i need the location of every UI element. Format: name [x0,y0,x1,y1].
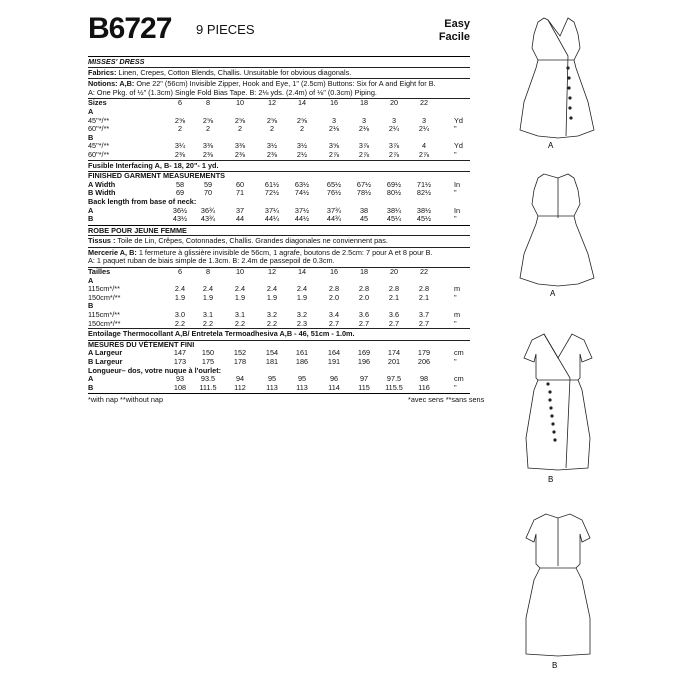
cell: 3 [331,115,337,125]
cell: 111.5 [199,382,217,392]
cell: 10 [235,267,245,277]
cell: 69½ [386,179,402,189]
row-label: 115cm*/** [88,284,120,294]
unit: m [454,310,461,320]
cell: 1.9 [296,292,308,302]
cell: 3 [421,115,427,125]
unit: cm [454,374,464,384]
cell: 2⅞ [358,149,370,159]
unit: m [454,284,461,294]
cell: 1.9 [266,292,278,302]
dress-illustration-b-front [508,328,608,488]
cell: 3 [391,115,397,125]
row-label: A [88,106,94,116]
cell: 3⅜ [202,141,214,151]
cell: 174 [387,348,401,358]
cell: 3½ [266,141,278,151]
cell: 2⅝ [266,115,278,125]
cell: 2.7 [358,318,370,328]
table-row [88,285,470,294]
table-row [88,117,470,126]
cell: 115.5 [385,382,403,392]
yardage-table [88,99,470,159]
cell: 37¼ [264,205,280,215]
cell: 36¾ [200,205,216,215]
level-fr: Facile [438,31,470,43]
cell: 71½ [416,179,432,189]
row-label: A [88,205,94,215]
cell: 2⅞ [328,149,340,159]
cell: 3 [361,115,367,125]
cell: 22 [419,98,429,108]
cell: 2⅛ [328,124,340,134]
cell: 37½ [294,205,310,215]
cell: 3⅞ [388,141,400,151]
cell: 2 [269,124,275,134]
cell: 2.4 [234,284,246,294]
cell: 2 [177,124,183,134]
cell: 161 [295,348,309,358]
cell: 3.2 [296,310,308,320]
cell: 74½ [294,188,310,198]
cell: 2.4 [296,284,308,294]
mercerie-line-2: A: 1 paquet ruban de biais simple de 1.3cm. B: 2.4m de passepoil de 0.3cm. [88,256,335,266]
footnote-fr: *avec sens **sans sens [408,395,485,405]
cell: 114 [328,382,340,392]
fgm-title: FINISHED GARMENT MEASUREMENTS [88,171,226,181]
mvf-title: MESURES DU VÊTEMENT FINI [88,339,195,349]
cell: 8 [205,98,211,108]
row-label: B Largeur [88,357,123,366]
entoilage-line: Entoilage Thermocollant A,B/ Entretela Termoadhesiva A,B - 46, 51cm - 1.0m. [88,329,355,339]
cell: 93 [175,374,185,384]
back-length-table [88,207,470,224]
cell: 97 [359,374,369,384]
cell: 3.6 [388,310,400,320]
cell: 112 [234,382,246,392]
cell: 44½ [294,214,310,224]
cell: 2⅝ [202,115,214,125]
cell: 3⅞ [358,141,370,151]
longueur-title: Longueur– dos, votre nuque à l'ourlet: [88,365,222,375]
cell: 97.5 [386,374,402,384]
level-en: Easy [444,18,470,30]
cell: 6 [177,267,183,277]
cell: 20 [389,267,399,277]
cell: 2⅛ [358,124,370,134]
cell: 76½ [326,188,342,198]
cell: 18 [359,267,369,277]
cell: 95 [297,374,307,384]
cell: 44¾ [326,214,342,224]
dress-illustration-a-back [508,168,608,298]
cell: 18 [359,98,369,108]
unit: In [454,179,461,189]
cell: 2½ [296,149,308,159]
fr-title: ROBE POUR JEUNE FEMME [88,225,187,235]
cell: 2.1 [418,292,430,302]
unit: " [454,149,457,159]
cell: 67½ [356,179,372,189]
cell: 152 [233,348,247,358]
table-row [88,294,470,303]
dress-illustration-a-front [508,12,608,152]
table-row [88,207,470,216]
cell: 206 [417,357,431,366]
table-row [88,181,470,190]
fusible-line: Fusible Interfacing A, B- 18, 20"- 1 yd. [88,160,219,170]
cell: 63½ [294,179,310,189]
unit: " [454,292,457,302]
cell: 169 [357,348,371,358]
cell: 1.9 [234,292,246,302]
table-row [88,99,470,108]
cell: 2.8 [388,284,400,294]
cell: 93.5 [200,374,216,384]
cell: 2⅝ [234,115,246,125]
cell: 6 [177,98,183,108]
cell: 78½ [356,188,372,198]
cell: 4 [421,141,427,151]
unit: Yd [454,115,463,125]
cell: 113 [266,382,278,392]
cell: 70 [203,188,213,198]
cell: 16 [329,98,339,108]
cell: 2¼ [388,124,400,134]
cell: 113 [296,382,308,392]
cell: 178 [233,357,247,366]
cell: 2⅜ [174,149,186,159]
unit: In [454,205,461,215]
longueur-table [88,375,470,392]
cell: 43½ [172,214,188,224]
finished-measurements-table [88,181,470,198]
cell: 2.8 [358,284,370,294]
row-label: B [88,214,94,224]
cell: 3.1 [234,310,246,320]
row-label: 45"*/** [88,115,110,125]
cell: 14 [297,267,307,277]
unit: " [454,318,457,328]
cell: 115 [358,382,370,392]
cell: 58 [175,179,185,189]
cell: 2.2 [202,318,214,328]
footnote-en: *with nap **without nap [88,395,164,405]
cell: 3.2 [266,310,278,320]
cell: 2⅜ [234,149,246,159]
cell: 98 [419,374,429,384]
row-label: 115cm*/** [88,310,120,320]
illus-label-a1: A [548,141,554,150]
row-label: B [88,132,94,142]
cell: 3½ [296,141,308,151]
row-label: Sizes [88,98,107,108]
difficulty-level [439,18,470,44]
table-row [88,134,470,143]
cell: 3.0 [174,310,186,320]
row-label: A [88,275,94,285]
cell: 14 [297,98,307,108]
table-row [88,375,470,384]
cell: 38 [359,205,369,215]
cell: 196 [357,357,371,366]
cell: 3.1 [202,310,214,320]
cell: 44 [235,214,245,224]
cell: 8 [205,267,211,277]
header [88,12,470,56]
cell: 3.4 [328,310,340,320]
cell: 108 [173,382,187,392]
mesures-table [88,349,470,366]
table-row [88,151,470,160]
table-row [88,108,470,117]
cell: 2⅝ [174,115,186,125]
cell: 12 [267,98,277,108]
cell: 80½ [386,188,402,198]
table-row [88,142,470,151]
dress-illustration-b-back [508,508,608,670]
cell: 71 [235,188,245,198]
cell: 72½ [264,188,280,198]
cell: 3¼ [174,141,186,151]
cell: 2 [237,124,243,134]
unit: " [454,124,457,134]
row-label: 150cm*/** [88,318,121,328]
cell: 2.1 [388,292,400,302]
back-length-title: Back length from base of neck: [88,196,197,206]
cell: 2.4 [266,284,278,294]
cell: 20 [389,98,399,108]
illus-label-b2: B [552,661,558,670]
row-label: A [88,374,94,384]
metrage-table [88,268,470,328]
tissus-line: Tissus : Toile de Lin, Crêpes, Cotonnades, Challis. Grandes diagonales ne conviennent pas. [88,236,388,246]
en-title: MISSES' DRESS [88,57,145,66]
cell: 2⅝ [296,115,308,125]
cell: 36½ [172,205,188,215]
row-label: 60"*/** [88,124,110,134]
cell: 95 [267,374,277,384]
cell: 44¼ [264,214,280,224]
unit: cm [454,348,464,358]
table-row [88,358,470,367]
cell: 69 [175,188,185,198]
cell: 154 [265,348,279,358]
cell: 1.9 [174,292,186,302]
cell: 1.9 [202,292,214,302]
cell: 2 [299,124,305,134]
table-row [88,384,470,393]
notions-line: Notions: A,B: One 22" (56cm) Invisible Zipper, Hook and Eye, 1" (2.5cm) Buttons: Six for A and Eight for B. [88,79,436,89]
row-label: A Width [88,179,116,189]
cell: 2⅞ [418,149,430,159]
unit: " [454,214,457,224]
notions-line-2: A: One Pkg. of ½" (1.3cm) Single Fold Bias Tape. B: 2⅛ yds. (2.4m) of ⅛" (0.3cm) Piping. [88,87,377,97]
cell: 94 [235,374,245,384]
cell: 2.2 [174,318,186,328]
cell: 3⅜ [234,141,246,151]
cell: 2.4 [174,284,186,294]
cell: 37 [235,205,245,215]
cell: 82½ [416,188,432,198]
cell: 22 [419,267,429,277]
cell: 181 [265,357,279,366]
illus-label-a2: A [550,289,556,298]
table-row [88,311,470,320]
cell: 2.7 [388,318,400,328]
cell: 179 [417,348,431,358]
unit: Yd [454,141,463,151]
cell: 38½ [416,205,432,215]
footnotes [88,395,485,406]
cell: 96 [329,374,339,384]
cell: 2⅞ [388,149,400,159]
cell: 2.3 [296,318,308,328]
cell: 2.2 [266,318,278,328]
cell: 2.4 [202,284,214,294]
cell: 2.0 [358,292,370,302]
table-row [88,268,470,277]
cell: 43¾ [200,214,216,224]
row-label: A Largeur [88,348,123,358]
row-label: 60"*/** [88,149,110,159]
cell: 116 [418,382,430,392]
cell: 2.0 [328,292,340,302]
fabrics-line: Fabrics: Linen, Crepes, Cotton Blends, Challis. Unsuitable for obvious diagonals. [88,67,352,77]
cell: 45¼ [386,214,402,224]
cell: 3.7 [418,310,430,320]
cell: 16 [329,267,339,277]
illus-label-b1: B [548,475,554,484]
cell: 2.7 [418,318,430,328]
table-row [88,320,470,329]
cell: 2 [205,124,211,134]
cell: 2⅜ [202,149,214,159]
cell: 2.8 [328,284,340,294]
unit: " [454,382,457,392]
cell: 3.6 [358,310,370,320]
pieces-count: 9 PIECES [196,22,255,37]
cell: 12 [267,267,277,277]
cell: 10 [235,98,245,108]
row-label: B [88,301,94,311]
cell: 45 [359,214,369,224]
cell: 173 [173,357,187,366]
unit: " [454,357,457,366]
cell: 186 [295,357,309,366]
row-label: Tailles [88,267,111,277]
cell: 164 [327,348,341,358]
table-row [88,215,470,224]
cell: 3⅝ [328,141,340,151]
cell: 150 [201,348,215,358]
table-row [88,302,470,311]
cell: 2.2 [234,318,246,328]
table-row [88,277,470,286]
cell: 147 [173,348,187,358]
unit: " [454,188,457,198]
cell: 60 [235,179,245,189]
pattern-number: B6727 [88,12,172,45]
table-row [88,349,470,358]
cell: 2⅜ [266,149,278,159]
row-label: B Width [88,188,116,198]
cell: 191 [327,357,341,366]
cell: 65½ [326,179,342,189]
cell: 175 [201,357,215,366]
cell: 37¾ [326,205,342,215]
cell: 59 [203,179,213,189]
table-row [88,189,470,198]
row-label: B [88,382,94,392]
cell: 38¼ [386,205,402,215]
cell: 2.8 [418,284,430,294]
table-row [88,125,470,134]
mercerie-line: Mercerie A, B: 1 fermeture à glissière invisible de 56cm, 1 agrafe, boutons de 2.5cm: 7 pour A et 8 pour B. [88,247,433,257]
row-label: 150cm*/** [88,292,121,302]
cell: 61½ [264,179,280,189]
cell: 201 [387,357,401,366]
pattern-envelope-back [88,12,485,406]
cell: 2.7 [328,318,340,328]
cell: 2¼ [418,124,430,134]
row-label: 45"*/** [88,141,110,151]
cell: 45½ [416,214,432,224]
